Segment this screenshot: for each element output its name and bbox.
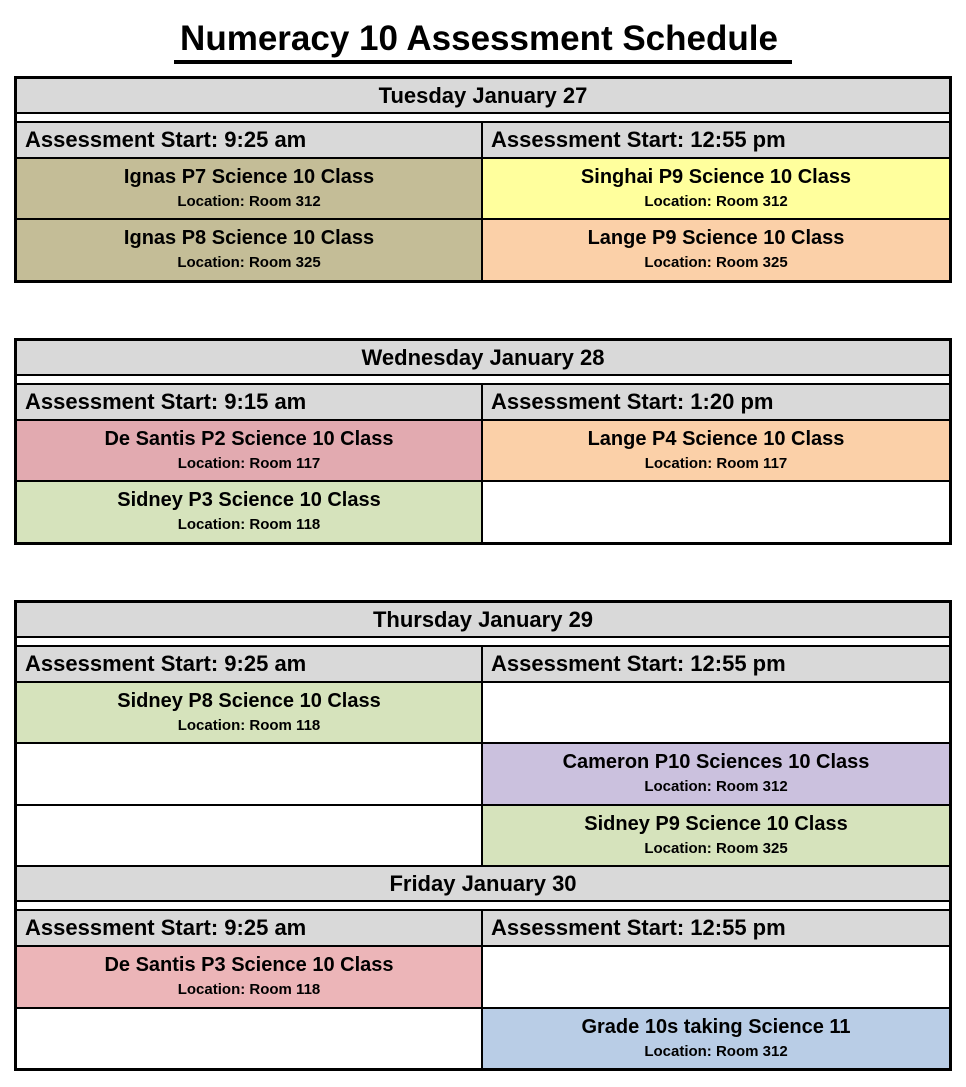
class-cell — [17, 220, 483, 280]
class-cell — [17, 159, 483, 219]
class-location: Location: Room 325 — [644, 839, 788, 857]
class-cell — [483, 159, 949, 219]
class-cell — [483, 421, 949, 481]
class-cell — [483, 1009, 949, 1069]
class-location: Location: Room 325 — [644, 254, 788, 271]
class-cell — [483, 744, 949, 804]
class-title: Grade 10s taking Science 11 — [581, 1015, 851, 1038]
empty-cell — [483, 947, 949, 1007]
class-title: Lange P9 Science 10 Class — [587, 227, 845, 249]
empty-cell — [483, 482, 949, 542]
day-header-thursday: Thursday January 29 — [17, 603, 949, 636]
class-title: Ignas P8 Science 10 Class — [123, 227, 375, 249]
class-title: Lange P4 Science 10 Class — [587, 427, 845, 450]
assessment-start-thursday-am: Assessment Start: 9:25 am — [17, 647, 483, 681]
spacer-row — [17, 112, 949, 123]
class-cell — [17, 421, 483, 481]
class-location: Location: Room 117 — [177, 454, 321, 472]
class-cell — [17, 482, 483, 542]
assessment-start-thursday-pm: Assessment Start: 12:55 pm — [483, 647, 949, 681]
assessment-start-wednesday-am: Assessment Start: 9:15 am — [17, 385, 483, 419]
day-header-tuesday: Tuesday January 27 — [17, 79, 949, 112]
title-area — [14, 0, 952, 76]
class-location: Location: Room 118 — [177, 516, 321, 533]
day-header-friday: Friday January 30 — [17, 865, 949, 900]
class-location: Location: Room 117 — [644, 454, 788, 472]
empty-cell — [17, 744, 483, 804]
class-title: Sidney P3 Science 10 Class — [117, 489, 381, 511]
class-location: Location: Room 118 — [177, 716, 321, 734]
spacer-row — [17, 374, 949, 385]
page-title: Numeracy 10 Assessment Schedule — [174, 20, 792, 64]
class-title: Ignas P7 Science 10 Class — [123, 165, 375, 188]
class-title: De Santis P3 Science 10 Class — [104, 954, 394, 976]
class-location: Location: Room 118 — [177, 981, 321, 998]
class-cell — [17, 683, 483, 743]
day-header-wednesday: Wednesday January 28 — [17, 341, 949, 374]
class-title: Sidney P8 Science 10 Class — [117, 689, 381, 712]
class-location: Location: Room 312 — [644, 192, 788, 210]
schedule-table-wednesday — [14, 338, 952, 545]
empty-cell — [17, 1009, 483, 1069]
schedule-table-thursday-friday — [14, 600, 952, 1072]
class-title: Sidney P9 Science 10 Class — [584, 812, 848, 835]
assessment-start-friday-am: Assessment Start: 9:25 am — [17, 911, 483, 945]
assessment-start-tuesday-am: Assessment Start: 9:25 am — [17, 123, 483, 157]
class-location: Location: Room 312 — [177, 192, 321, 210]
class-location: Location: Room 312 — [644, 1042, 788, 1060]
empty-cell — [17, 806, 483, 866]
spacer-row — [17, 636, 949, 647]
class-title: Singhai P9 Science 10 Class — [580, 165, 852, 188]
class-location: Location: Room 325 — [177, 254, 321, 271]
class-cell — [483, 220, 949, 280]
assessment-start-friday-pm: Assessment Start: 12:55 pm — [483, 911, 949, 945]
class-cell — [483, 806, 949, 866]
spacer-row — [17, 900, 949, 911]
assessment-start-wednesday-pm: Assessment Start: 1:20 pm — [483, 385, 949, 419]
schedule-table-tuesday — [14, 76, 952, 283]
assessment-start-tuesday-pm: Assessment Start: 12:55 pm — [483, 123, 949, 157]
class-title: Cameron P10 Sciences 10 Class — [562, 751, 870, 773]
class-title: De Santis P2 Science 10 Class — [104, 427, 394, 450]
class-cell — [17, 947, 483, 1007]
class-location: Location: Room 312 — [644, 778, 788, 795]
empty-cell — [483, 683, 949, 743]
